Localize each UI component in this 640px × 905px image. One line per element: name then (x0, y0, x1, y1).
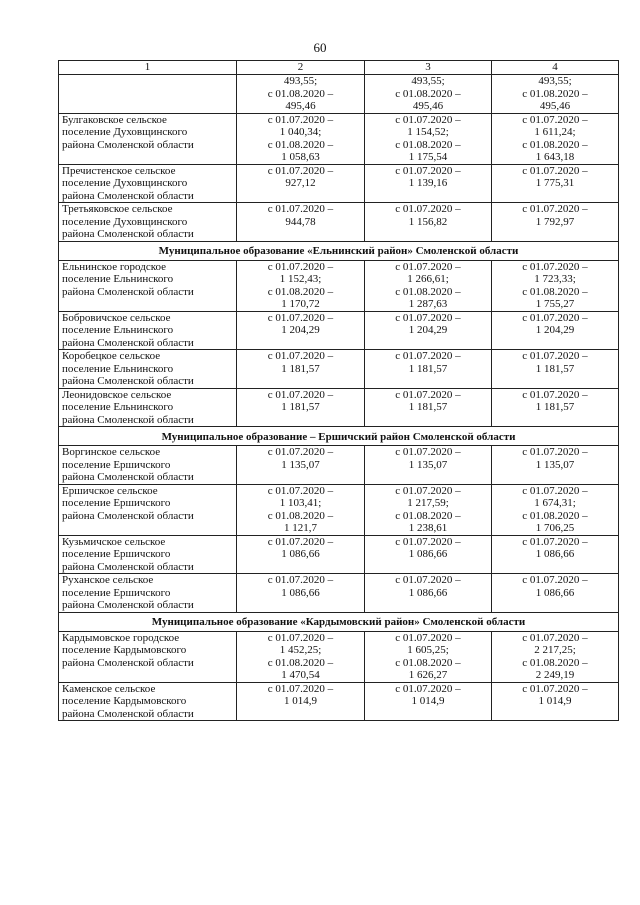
settlement-name: Булгаковское сельское поселение Духовщинского района Смоленской области (59, 113, 237, 164)
settlement-name: Руханское сельское поселение Ершичского района Смоленской области (59, 574, 237, 613)
tariff-value: с 01.07.2020 – 1 135,07 (492, 446, 619, 485)
table-row (59, 350, 619, 389)
tariff-value: с 01.07.2020 – 1 086,66 (492, 535, 619, 574)
tariff-value: с 01.07.2020 – 1 086,66 (237, 535, 365, 574)
tariff-value: с 01.07.2020 – 1 674,31; с 01.08.2020 – 1 706,25 (492, 484, 619, 535)
tariff-table (58, 60, 619, 721)
tariff-value: с 01.07.2020 – 1 605,25; с 01.08.2020 – 1 626,27 (365, 631, 492, 682)
table-row (59, 203, 619, 242)
tariff-value: с 01.07.2020 – 1 723,33; с 01.08.2020 – 1 755,27 (492, 260, 619, 311)
tariff-value: с 01.07.2020 – 1 181,57 (365, 388, 492, 427)
tariff-value: с 01.07.2020 – 2 217,25; с 01.08.2020 – 2 249,19 (492, 631, 619, 682)
tariff-value: с 01.07.2020 – 1 103,41; с 01.08.2020 – 1 121,7 (237, 484, 365, 535)
tariff-value: с 01.07.2020 – 1 204,29 (237, 311, 365, 350)
table-row (59, 388, 619, 427)
tariff-value: с 01.07.2020 – 1 452,25; с 01.08.2020 – 1 470,54 (237, 631, 365, 682)
settlement-name: Бобровичское сельское поселение Ельнинского района Смоленской области (59, 311, 237, 350)
settlement-name: Кардымовское городское поселение Кардымовского района Смоленской области (59, 631, 237, 682)
tariff-value: с 01.07.2020 – 927,12 (237, 164, 365, 203)
settlement-name: Коробецкое сельское поселение Ельнинского района Смоленской области (59, 350, 237, 389)
settlement-name: Ельнинское городское поселение Ельнинского района Смоленской области (59, 260, 237, 311)
tariff-value: с 01.07.2020 – 1 086,66 (237, 574, 365, 613)
table-row (59, 631, 619, 682)
tariff-value: с 01.07.2020 – 1 217,59; с 01.08.2020 – 1 238,61 (365, 484, 492, 535)
tariff-value: с 01.07.2020 – 1 266,61; с 01.08.2020 – 1 287,63 (365, 260, 492, 311)
tariff-value: с 01.07.2020 – 1 086,66 (365, 535, 492, 574)
table-row (59, 682, 619, 721)
table-row (59, 164, 619, 203)
tariff-value: с 01.07.2020 – 1 181,57 (237, 388, 365, 427)
tariff-value: 493,55; с 01.08.2020 – 495,46 (365, 75, 492, 114)
column-number: 1 (59, 61, 237, 75)
settlement-name: Воргинское сельское поселение Ершичского района Смоленской области (59, 446, 237, 485)
section-heading: Муниципальное образование – Ершичский район Смоленской области (59, 427, 619, 446)
settlement-name: Третьяковское сельское поселение Духовщинского района Смоленской области (59, 203, 237, 242)
tariff-value: с 01.07.2020 – 1 181,57 (492, 350, 619, 389)
tariff-value: с 01.07.2020 – 1 181,57 (237, 350, 365, 389)
table-row (59, 574, 619, 613)
column-number: 4 (492, 61, 619, 75)
tariff-value: с 01.07.2020 – 1 040,34; с 01.08.2020 – 1 058,63 (237, 113, 365, 164)
table-row (59, 75, 619, 114)
section-heading: Муниципальное образование «Кардымовский район» Смоленской области (59, 612, 619, 631)
settlement-name (59, 75, 237, 114)
tariff-value: с 01.07.2020 – 1 181,57 (492, 388, 619, 427)
tariff-value: 493,55; с 01.08.2020 – 495,46 (492, 75, 619, 114)
tariff-value: с 01.07.2020 – 1 156,82 (365, 203, 492, 242)
settlement-name: Каменское сельское поселение Кардымовского района Смоленской области (59, 682, 237, 721)
column-number: 2 (237, 61, 365, 75)
tariff-value: с 01.07.2020 – 1 181,57 (365, 350, 492, 389)
tariff-value: с 01.07.2020 – 1 014,9 (365, 682, 492, 721)
section-heading-row (59, 427, 619, 446)
table-row (59, 260, 619, 311)
tariff-value: с 01.07.2020 – 1 775,31 (492, 164, 619, 203)
tariff-value: с 01.07.2020 – 1 086,66 (492, 574, 619, 613)
tariff-value: с 01.07.2020 – 1 154,52; с 01.08.2020 – 1 175,54 (365, 113, 492, 164)
tariff-value: с 01.07.2020 – 1 086,66 (365, 574, 492, 613)
settlement-name: Ершичское сельское поселение Ершичского района Смоленской области (59, 484, 237, 535)
section-heading-row (59, 612, 619, 631)
tariff-value: с 01.07.2020 – 1 135,07 (237, 446, 365, 485)
tariff-value: с 01.07.2020 – 1 139,16 (365, 164, 492, 203)
table-row (59, 535, 619, 574)
tariff-value: с 01.07.2020 – 1 204,29 (365, 311, 492, 350)
section-heading: Муниципальное образование «Ельнинский район» Смоленской области (59, 241, 619, 260)
tariff-value: с 01.07.2020 – 1 152,43; с 01.08.2020 – 1 170,72 (237, 260, 365, 311)
tariff-value: с 01.07.2020 – 944,78 (237, 203, 365, 242)
column-number: 3 (365, 61, 492, 75)
section-heading-row (59, 241, 619, 260)
tariff-value: 493,55; с 01.08.2020 – 495,46 (237, 75, 365, 114)
tariff-value: с 01.07.2020 – 1 611,24; с 01.08.2020 – 1 643,18 (492, 113, 619, 164)
tariff-value: с 01.07.2020 – 1 014,9 (492, 682, 619, 721)
settlement-name: Кузьмичское сельское поселение Ершичского района Смоленской области (59, 535, 237, 574)
table-row (59, 446, 619, 485)
table-row (59, 311, 619, 350)
tariff-value: с 01.07.2020 – 1 204,29 (492, 311, 619, 350)
settlement-name: Леонидовское сельское поселение Ельнинского района Смоленской области (59, 388, 237, 427)
table-row (59, 113, 619, 164)
tariff-value: с 01.07.2020 – 1 135,07 (365, 446, 492, 485)
settlement-name: Пречистенское сельское поселение Духовщинского района Смоленской области (59, 164, 237, 203)
column-number-row (59, 61, 619, 75)
tariff-value: с 01.07.2020 – 1 792,97 (492, 203, 619, 242)
table-row (59, 484, 619, 535)
page-number: 60 (313, 40, 327, 55)
tariff-value: с 01.07.2020 – 1 014,9 (237, 682, 365, 721)
